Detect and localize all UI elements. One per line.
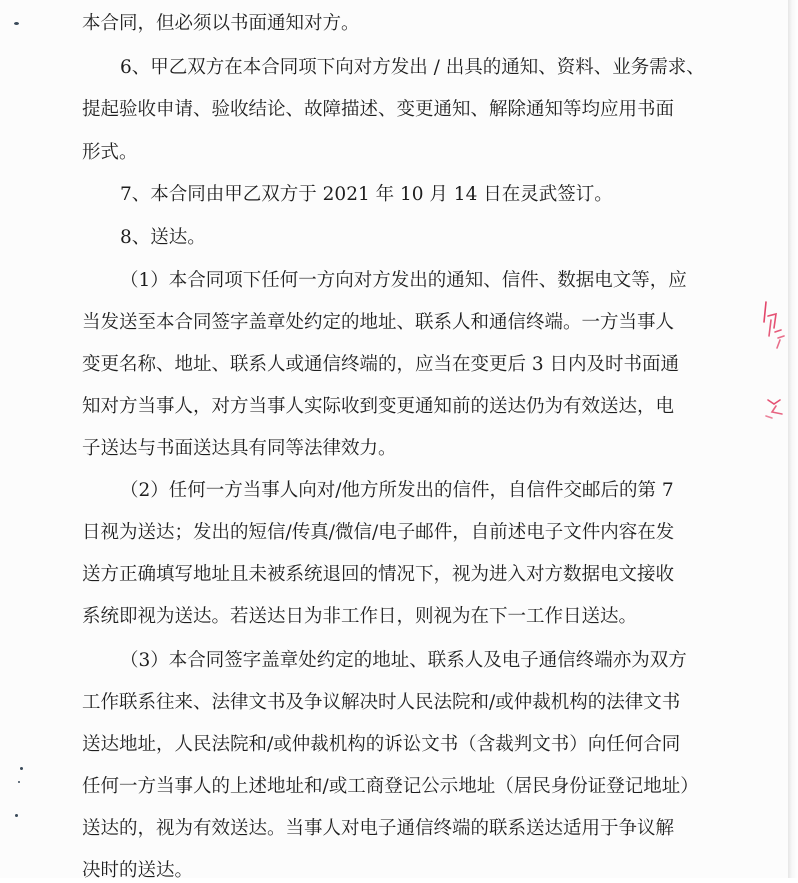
scan-speck: [18, 781, 20, 783]
text-line: 变更名称、地址、联系人或通信终端的，应当在变更后 3 日内及时书面通: [82, 354, 680, 375]
text-line: 工作联系往来、法律文书及争议解决时人民法院和/或仲裁机构的法律文书: [82, 692, 681, 713]
text-line: （1）本合同项下任何一方向对方发出的通知、信件、数据电文等，应: [120, 270, 687, 291]
text-line: 送方正确填写地址且未被系统退回的情况下，视为进入对方数据电文接收: [82, 564, 675, 585]
text-line: 提起验收申请、验收结论、故障描述、变更通知、解除通知等均应用书面: [82, 99, 675, 120]
text-line: 系统即视为送达。若送达日为非工作日，则视为在下一工作日送达。: [82, 606, 638, 627]
text-line: 送达地址，人民法院和/或仲裁机构的诉讼文书（含裁判文书）向任何合同: [82, 734, 681, 755]
text-line: （2）任何一方当事人向对/他方所发出的信件，自信件交邮后的第 7: [120, 480, 674, 501]
text-line: 形式。: [82, 142, 138, 163]
text-line: 7、本合同由甲乙双方于 2021 年 10 月 14 日在灵武签订。: [120, 184, 613, 205]
text-line: 送达的，视为有效送达。当事人对电子通信终端的联系送达适用于争议解: [82, 818, 675, 839]
text-line: 日视为送达；发出的短信/传真/微信/电子邮件，自前述电子文件内容在发: [82, 522, 675, 543]
scan-speck: [14, 22, 19, 25]
text-line: 任何一方当事人的上述地址和/或工商登记公示地址（居民身份证登记地址）: [82, 776, 699, 797]
text-line: 本合同，但必须以书面通知对方。: [82, 13, 360, 34]
text-line: 6、甲乙双方在本合同项下向对方发出 / 出具的通知、资料、业务需求、: [120, 57, 705, 78]
text-line: 当发送至本合同签字盖章处约定的地址、联系人和通信终端。一方当事人: [82, 312, 675, 333]
text-line: 决时的送达。: [82, 860, 194, 881]
text-line: （3）本合同签字盖章处约定的地址、联系人及电子通信终端亦为双方: [120, 650, 687, 671]
scan-speck: [15, 814, 18, 817]
seal-stamp-fragment: [754, 292, 790, 432]
page-edge-shadow: [788, 0, 798, 878]
text-line: 知对方当事人，对方当事人实际收到变更通知前的送达仍为有效送达，电: [82, 396, 675, 417]
scan-speck: [20, 767, 23, 770]
text-line: 子送达与书面送达具有同等法律效力。: [82, 438, 397, 459]
text-line: 8、送达。: [120, 227, 206, 248]
